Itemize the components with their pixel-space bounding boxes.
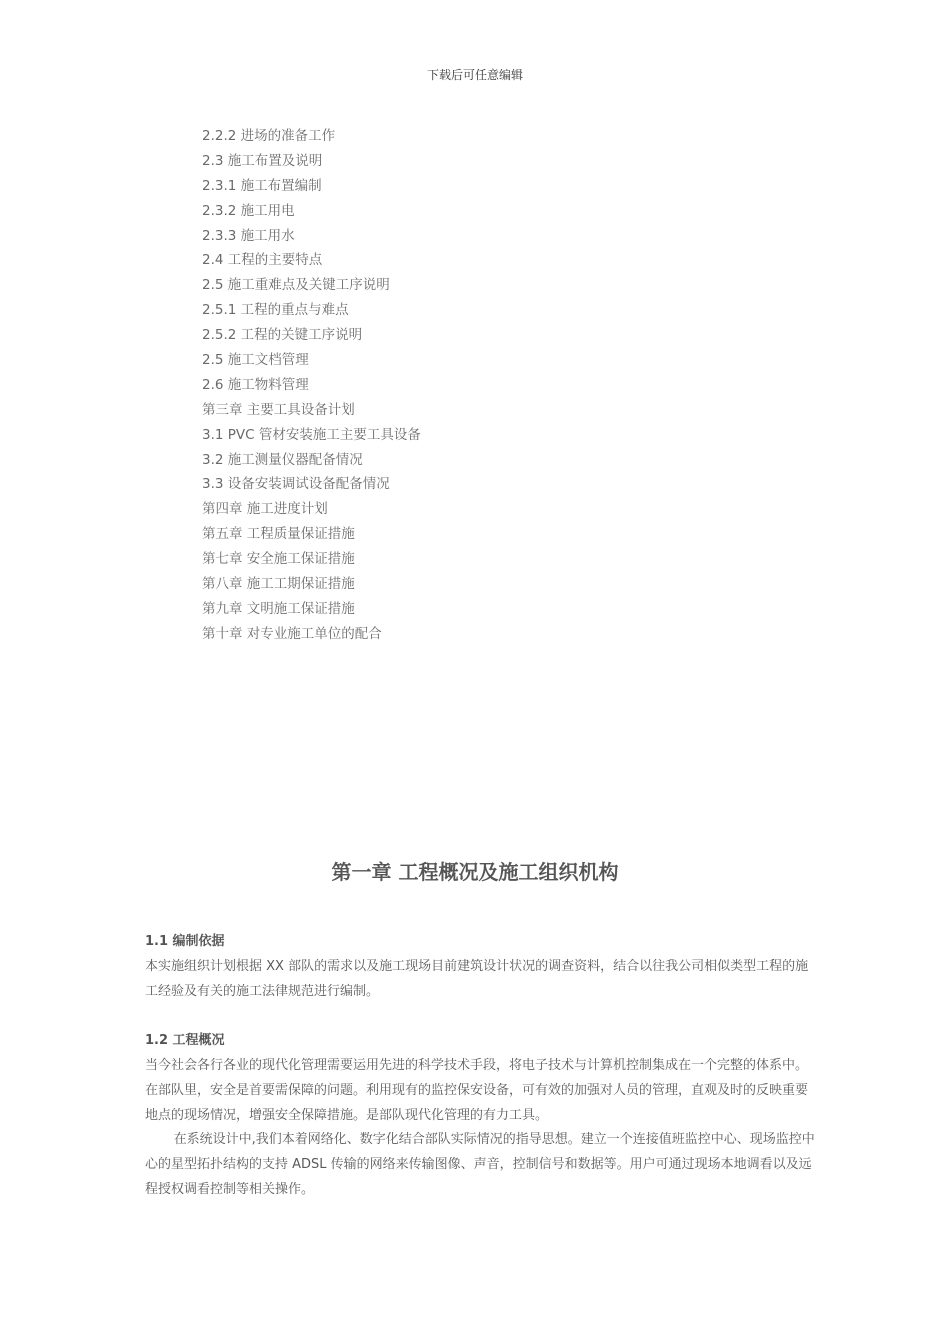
toc-item[interactable]: 第七章 安全施工保证措施 — [202, 551, 355, 568]
document-body — [145, 930, 815, 1203]
toc-item[interactable]: 2.3.3 施工用水 — [202, 227, 295, 244]
toc-item[interactable]: 3.2 施工测量仪器配备情况 — [202, 451, 363, 468]
toc-item[interactable]: 2.5 施工文档管理 — [202, 352, 309, 369]
toc-item[interactable]: 2.2.2 进场的准备工作 — [202, 128, 336, 144]
toc-item[interactable]: 第十章 对专业施工单位的配合 — [202, 625, 382, 642]
section-heading: 1.1 编制依据 — [145, 934, 225, 949]
toc-item[interactable]: 第八章 施工工期保证措施 — [202, 576, 355, 593]
paragraph: 当今社会各行各业的现代化管理需要运用先进的科学技术手段，将电子技术与计算机控制集成在一个完整的体系中。在部队里，安全是首要需保障的问题。利用现有的监控保安设备，可有效的加强对人员的管理，直观及时的反映重要地点的现场情况，增强安全保障措施。是部队现代化管理的有力工具。 — [145, 1057, 809, 1123]
toc-item[interactable]: 第九章 文明施工保证措施 — [202, 600, 355, 617]
toc-item[interactable]: 2.5 施工重难点及关键工序说明 — [202, 277, 390, 294]
toc-item[interactable]: 第三章 主要工具设备计划 — [202, 401, 355, 418]
toc-item[interactable]: 第五章 工程质量保证措施 — [202, 526, 355, 543]
header-note: 下载后可任意编辑 — [426, 68, 523, 82]
toc-item[interactable]: 2.3.1 施工布置编制 — [202, 177, 322, 194]
toc-item[interactable]: 第四章 施工进度计划 — [202, 501, 328, 518]
chapter-title: 第一章 工程概况及施工组织机构 — [331, 860, 619, 884]
section-heading: 1.2 工程概况 — [145, 1033, 225, 1049]
toc-item[interactable]: 2.6 施工物料管理 — [202, 376, 309, 393]
toc-item[interactable]: 2.5.1 工程的重点与难点 — [202, 302, 349, 319]
toc-item[interactable]: 2.5.2 工程的关键工序说明 — [202, 327, 363, 344]
toc-item[interactable]: 2.3.2 施工用电 — [202, 202, 295, 219]
toc-item[interactable]: 2.3 施工布置及说明 — [202, 152, 323, 169]
paragraph: 本实施组织计划根据 XX 部队的需求以及施工现场目前建筑设计状况的调查资料，结合以往我公司相似类型工程的施工经验及有关的施工法律规范进行编制。 — [145, 958, 809, 999]
toc-item[interactable]: 2.4 工程的主要特点 — [202, 252, 323, 269]
toc-item[interactable]: 3.1 PVC 管材安装施工主要工具设备 — [202, 426, 421, 443]
toc-item[interactable]: 3.3 设备安装调试设备配备情况 — [202, 476, 390, 493]
table-of-contents — [202, 124, 421, 647]
paragraph: 在系统设计中,我们本着网络化、数字化结合部队实际情况的指导思想。建立一个连接值班监控中心、现场监控中心的星型拓扑结构的支持 ADSL 传输的网络来传输图像、声音，控制信号和数据等。用户可通过现场本地调看以及远程授权调看控制等相关操作。 — [145, 1132, 815, 1197]
